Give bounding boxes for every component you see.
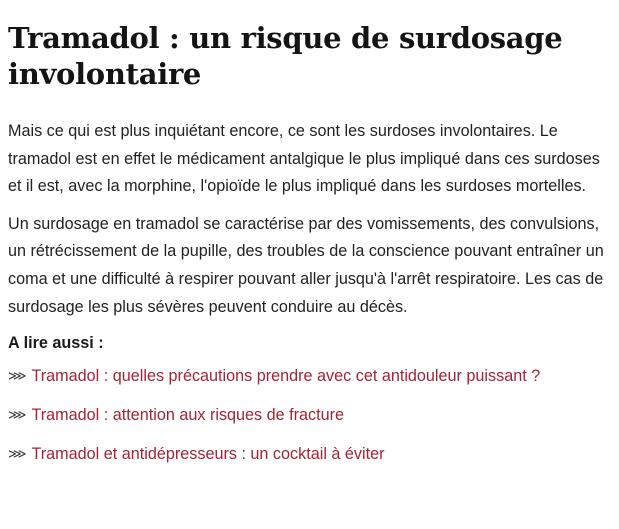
link-tramadol-precautions[interactable]: Tramadol : quelles précautions prendre avec cet antidouleur puissant ? — [31, 367, 541, 386]
paragraph-overdose-symptoms: Un surdosage en tramadol se caractérise par des vomissements, des convulsions, un rétrécissement de la pupille, des troubles de la conscience pouvant entraîner un coma et une difficulté à respirer pouvant aller jusqu'à l'arrêt respiratoire. Les cas de surdosage les plus sévères peuvent conduire au décès. — [8, 214, 604, 316]
link-tramadol-antidepressants[interactable]: Tramadol et antidépresseurs : un cocktail à éviter — [31, 445, 385, 464]
paragraph-involuntary-overdose: Mais ce qui est plus inquiétant encore, ce sont les surdoses involontaires. Le tramadol est en effet le médicament antalgique le plus impliqué dans ces surdoses et il est, avec la morphine, l'opioïde le plus impliqué dans les surdoses mortelles. — [8, 122, 600, 196]
read-also-item — [8, 362, 609, 390]
triple-chevron-icon: ⋙ — [8, 407, 25, 423]
triple-chevron-icon: ⋙ — [8, 368, 25, 384]
triple-chevron-icon: ⋙ — [8, 446, 25, 462]
read-also-item — [8, 401, 609, 429]
read-also-list — [8, 362, 609, 468]
read-also-label: A lire aussi : — [8, 334, 104, 353]
link-tramadol-fracture-risk[interactable]: Tramadol : attention aux risques de fracture — [31, 406, 345, 425]
read-also-item — [8, 440, 609, 468]
section-heading: Tramadol : un risque de surdosage involontaire — [8, 21, 563, 91]
